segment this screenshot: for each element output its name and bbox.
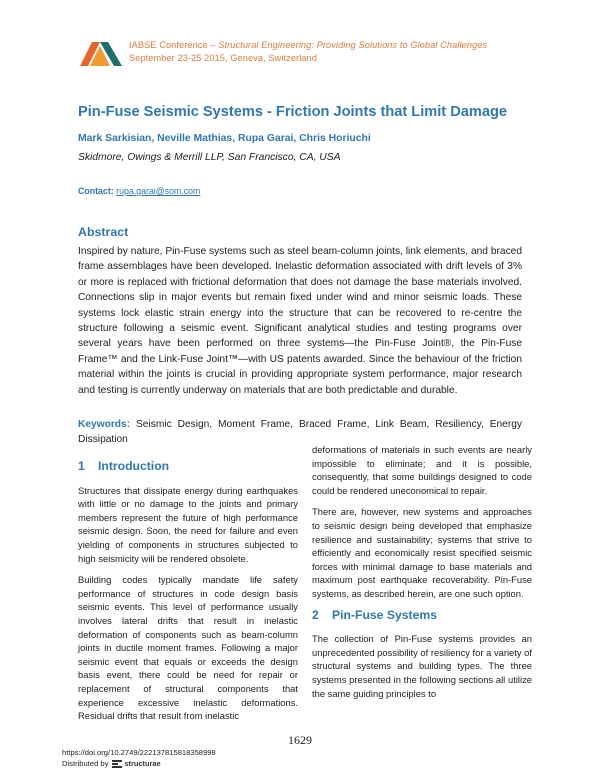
section-heading-pin-fuse-systems xyxy=(312,609,532,623)
paper-title: Pin-Fuse Seismic Systems - Friction Joints that Limit Damage xyxy=(78,104,507,120)
keywords-text: Seismic Design, Moment Frame, Braced Frame, Link Beam, Resiliency, Energy Dissipation xyxy=(78,419,522,446)
conference-theme: Structural Engineering: Providing Solutions to Global Challenges xyxy=(218,40,488,50)
author-list: Mark Sarkisian, Neville Mathias, Rupa Garai, Chris Horiuchi xyxy=(78,133,371,144)
paragraph: Building codes typically mandate life safety performance of structures in code design basis seismic events. This level of performance usually involves lateral drifts that result in inelastic deformation of components such as beam-column joints in ductile moment frames. Following a major seismic event that equals or exceeds the design basis event, there could be need for repair or replacement of structural components that experience excessive inelastic deformations. Residual drifts that result from inelastic xyxy=(78,574,298,722)
iabse-logo-icon xyxy=(80,38,122,66)
keywords-label: Keywords: xyxy=(78,419,131,430)
conference-name: IABSE Conference – xyxy=(129,40,219,50)
section-number: 1 xyxy=(78,459,85,473)
paragraph: The collection of Pin-Fuse systems provides an unprecedented possibility of resiliency for a variety of structural systems and building types. The three systems presented in the following sections all utilize the same guiding principles to xyxy=(312,633,532,699)
abstract-text: Inspired by nature, Pin-Fuse systems such as steel beam-column joints, link elements, and braced frame assemblages have been developed. Inelastic deformation associated with drift levels of 3% or more is replaced with frictional deformation that does not damage the base materials involved. Connections slip in major events but remain fixed under wind and minor seismic loads. These systems lock elastic strain energy into the structure that can be recovered to re-centre the structure following a seismic event. Significant analytical studies and testing programs over several years have been performed on three systems—the Pin-Fuse Joint®, the Pin-Fuse Frame™ and the Link-Fuse Joint™—with US patents awarded. Since the behaviour of the friction material within the joints is crucial in providing appropriate system performance, major research and testing is currently underway on materials that are both predictable and durable. xyxy=(78,246,522,396)
section-title: Pin-Fuse Systems xyxy=(332,607,437,622)
contact-email-link[interactable]: rupa.garai@som.com xyxy=(116,186,201,196)
paragraph: deformations of materials in such events are nearly impossible to eliminate; and it is possible, consequently, that some buildings designed to code could be rendered uneconomical to repair. xyxy=(312,444,532,496)
contact-line xyxy=(78,186,200,196)
section-number: 2 xyxy=(312,607,319,622)
affiliation: Skidmore, Owings & Merrill LLP, San Francisco, CA, USA xyxy=(78,152,341,163)
structurae-logo-icon xyxy=(112,760,122,768)
distributed-by-label: Distributed by xyxy=(62,759,109,768)
doi-link[interactable]: https://doi.org/10.2749/222137815818358998 xyxy=(62,748,216,757)
paragraph: There are, however, new systems and approaches to seismic design being developed that emphasize resilience and sustainability; systems that strive to efficiently and economically resist specified seismic forces with minimal damage to base materials and maximum post earthquake recoverability. Pin-Fuse systems, as described herein, are one such option. xyxy=(312,506,532,599)
page-number: 1629 xyxy=(288,733,312,747)
section-title: Introduction xyxy=(98,459,170,473)
structurae-brand xyxy=(112,759,160,768)
brand-name: structurae xyxy=(124,759,161,768)
conference-header xyxy=(129,39,487,65)
paragraph: Structures that dissipate energy during earthquakes with little or no damage to the joints and primary members represent the future of high performance seismic design. Soon, the need for failure and even yielding of components in structures subjected to high seismicity will be rendered obsolete. xyxy=(78,484,298,564)
left-column xyxy=(78,460,298,731)
distribution-line xyxy=(62,759,161,768)
conference-date: September 23-25 2015, Geneva, Switzerland xyxy=(129,53,317,63)
abstract-heading: Abstract xyxy=(78,225,129,239)
right-column xyxy=(312,443,532,708)
contact-label: Contact: xyxy=(78,186,114,196)
section-heading-introduction xyxy=(78,460,298,474)
